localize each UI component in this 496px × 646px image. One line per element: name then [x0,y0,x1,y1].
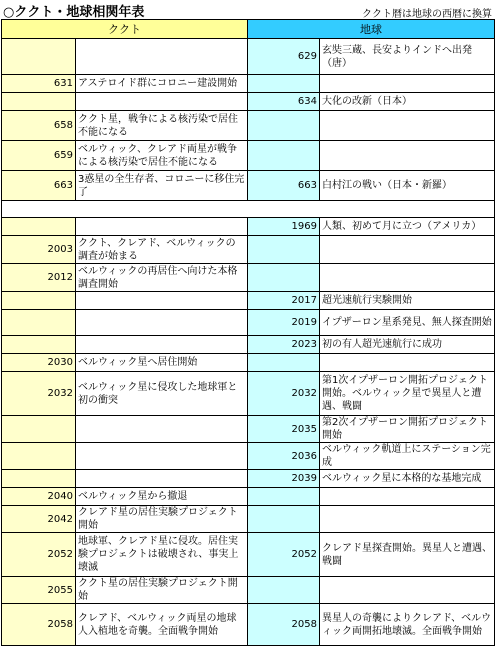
page-title: ○ククト・地球相関年表 [3,5,145,20]
earth-year-cell [248,236,320,264]
earth-event-cell [320,236,495,264]
kukuto-event-cell: ククト星の居住実験プロジェクト開始 [76,577,248,604]
kukuto-year-cell: 2052 [2,533,76,577]
kukuto-event-cell [76,218,248,236]
earth-event-cell: 玄奘三蔵、長安よりインドへ出発（唐） [320,39,495,75]
table-row [2,310,495,336]
kukuto-event-cell [76,416,248,443]
kukuto-event-cell: ベルウィック星へ居住開始 [76,354,248,372]
kukuto-year-cell [2,93,76,111]
table-body [2,39,495,646]
earth-year-cell: 2017 [248,292,320,310]
separator-cell [2,201,495,218]
earth-event-cell: ベルウィック星に本格的な基地完成 [320,470,495,488]
table-row [2,470,495,488]
table-row [2,39,495,75]
earth-year-cell: 2019 [248,310,320,336]
kukuto-event-cell: クレアド、ベルウィック両星の地球人入植地を奇襲。全面戦争開始 [76,604,248,646]
earth-year-cell: 2023 [248,336,320,354]
table-row [2,292,495,310]
earth-event-cell [320,577,495,604]
kukuto-event-cell: ベルウィックの再居住へ向けた本格調査開始 [76,264,248,292]
earth-year-cell [248,75,320,93]
table-row [2,506,495,533]
kukuto-event-cell [76,336,248,354]
table-row [2,416,495,443]
earth-event-cell [320,488,495,506]
earth-event-cell [320,111,495,141]
earth-year-cell [248,577,320,604]
earth-year-cell: 2032 [248,372,320,416]
table-row [2,218,495,236]
table-row [2,171,495,201]
table-row [2,93,495,111]
earth-year-cell [248,141,320,171]
earth-year-cell [248,506,320,533]
kukuto-event-cell: ベルウィック星から撤退 [76,488,248,506]
kukuto-year-cell: 2012 [2,264,76,292]
kukuto-event-cell: ベルウィック星に侵攻した地球軍と初の衝突 [76,372,248,416]
earth-event-cell [320,264,495,292]
earth-event-cell: 初の有人超光速航行に成功 [320,336,495,354]
kukuto-year-cell [2,470,76,488]
kukuto-year-cell: 2030 [2,354,76,372]
kukuto-year-cell [2,336,76,354]
earth-event-cell: イプザーロン星系発見、無人探査開始 [320,310,495,336]
kukuto-event-cell: 地球軍、クレアド星に侵攻。居住実験プロジェクトは破壊され、事実上壊滅 [76,533,248,577]
earth-event-cell: 超光速航行実験開始 [320,292,495,310]
earth-year-cell [248,111,320,141]
kukuto-year-cell: 2003 [2,236,76,264]
kukuto-year-cell [2,218,76,236]
separator-row [2,201,495,218]
earth-year-cell: 634 [248,93,320,111]
kukuto-event-cell: ベルウィック、クレアド両星が戦争による核汚染で居住不能になる [76,141,248,171]
table-row [2,443,495,470]
earth-event-cell: 第1次イプザーロン開拓プロジェクト開始。ベルウィック星で異星人と遭遇、戦闘 [320,372,495,416]
table-row [2,488,495,506]
kukuto-event-cell [76,470,248,488]
table-row [2,336,495,354]
table-row [2,577,495,604]
earth-year-cell: 2035 [248,416,320,443]
table-row [2,533,495,577]
kukuto-year-cell: 2058 [2,604,76,646]
kukuto-year-cell [2,416,76,443]
kukuto-year-cell: 2042 [2,506,76,533]
earth-event-cell: 人類、初めて月に立つ（アメリカ） [320,218,495,236]
earth-year-cell [248,354,320,372]
table-header-row [2,20,495,39]
earth-event-cell: 異星人の奇襲によりクレアド、ベルウィック両開拓地壊滅。全面戦争開始 [320,604,495,646]
table-row [2,264,495,292]
earth-year-cell [248,488,320,506]
earth-event-cell [320,141,495,171]
earth-event-cell: ベルウィック軌道上にステーション完成 [320,443,495,470]
table-row [2,236,495,264]
kukuto-year-cell: 631 [2,75,76,93]
table-row [2,372,495,416]
kukuto-event-cell [76,292,248,310]
earth-year-cell: 1969 [248,218,320,236]
chronology-table [1,19,495,646]
kukuto-year-cell [2,310,76,336]
kukuto-year-cell: 659 [2,141,76,171]
earth-event-cell [320,354,495,372]
table-row [2,604,495,646]
earth-event-cell [320,75,495,93]
calendar-note: ククト暦は地球の西暦に換算 [362,9,492,20]
kukuto-year-cell: 2032 [2,372,76,416]
kukuto-header: ククト [2,20,248,39]
earth-header: 地球 [248,20,495,39]
table-row [2,141,495,171]
earth-year-cell: 2052 [248,533,320,577]
earth-year-cell: 629 [248,39,320,75]
kukuto-event-cell [76,443,248,470]
kukuto-year-cell [2,39,76,75]
kukuto-event-cell: ククト星，戦争による核汚染で居住不能になる [76,111,248,141]
header [0,0,496,20]
earth-year-cell: 2036 [248,443,320,470]
kukuto-event-cell [76,39,248,75]
kukuto-event-cell: ククト、クレアド、ベルウィックの調査が始まる [76,236,248,264]
kukuto-event-cell [76,310,248,336]
earth-year-cell: 663 [248,171,320,201]
kukuto-year-cell [2,292,76,310]
earth-event-cell: 大化の改新（日本） [320,93,495,111]
kukuto-year-cell: 658 [2,111,76,141]
earth-year-cell: 2039 [248,470,320,488]
table-row [2,75,495,93]
earth-event-cell [320,506,495,533]
table-row [2,111,495,141]
kukuto-year-cell [2,443,76,470]
earth-year-cell: 2058 [248,604,320,646]
earth-event-cell: 第2次イプザーロン開拓プロジェクト開始 [320,416,495,443]
kukuto-year-cell: 2055 [2,577,76,604]
kukuto-event-cell: アステロイド群にコロニー建設開始 [76,75,248,93]
kukuto-year-cell: 2040 [2,488,76,506]
kukuto-event-cell: 3惑星の全生存者、コロニーに移住完了 [76,171,248,201]
earth-year-cell [248,264,320,292]
earth-event-cell: 白村江の戦い（日本・新羅） [320,171,495,201]
table-row [2,354,495,372]
kukuto-year-cell: 663 [2,171,76,201]
kukuto-event-cell [76,93,248,111]
kukuto-event-cell: クレアド星の居住実験プロジェクト開始 [76,506,248,533]
earth-event-cell: クレアド星探査開始。異星人と遭遇、戦闘 [320,533,495,577]
